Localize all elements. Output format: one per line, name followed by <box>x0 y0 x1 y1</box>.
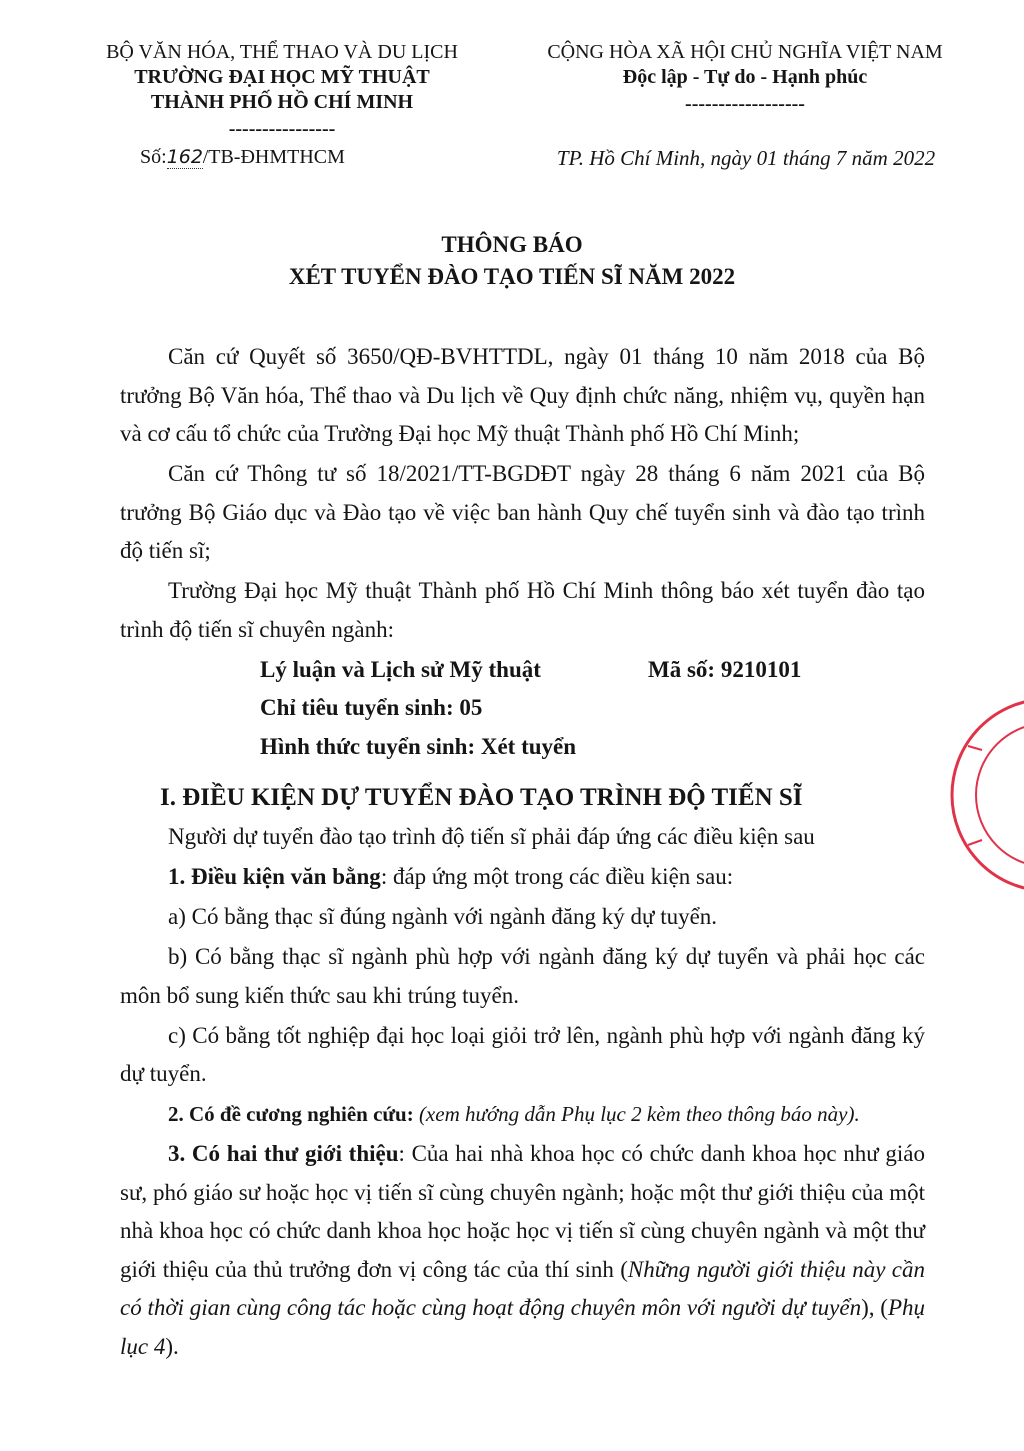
ministry-name: BỘ VĂN HÓA, THỂ THAO VÀ DU LỊCH <box>106 41 458 63</box>
school-name-line2: THÀNH PHỐ HỒ CHÍ MINH <box>150 91 414 113</box>
condition-3-italic: Những người giới thiệu này cần có thời gian cùng công tác hoặc cùng hoạt động chuyên môn với người dự tuyển <box>120 1256 925 1320</box>
admission-quota: Chỉ tiêu tuyển sinh: 05 <box>260 695 483 720</box>
condition-1a: a) Có bằng thạc sĩ đúng ngành với ngành đăng ký dự tuyển. <box>168 904 718 929</box>
header-right <box>520 40 970 114</box>
condition-1-text: : đáp ứng một trong các điều kiện sau: <box>380 864 734 889</box>
condition-1 <box>120 858 925 897</box>
document-number-prefix: Số: <box>140 146 167 168</box>
official-seal-icon <box>948 690 1024 900</box>
condition-3 <box>120 1135 925 1366</box>
major-code: Mã số: 9210101 <box>648 656 802 682</box>
header-right-divider: ------------------ <box>685 93 805 115</box>
document-number <box>140 146 345 169</box>
condition-2-label: 2. Có đề cương nghiên cứu: <box>168 1102 414 1126</box>
condition-3-end: ), ( <box>861 1295 888 1320</box>
section-1-heading: I. ĐIỀU KIỆN DỰ TUYỂN ĐÀO TẠO TRÌNH ĐỘ TIẾN SĨ <box>160 784 803 811</box>
country-name: CỘNG HÒA XÃ HỘI CHỦ NGHĨA VIỆT NAM <box>547 41 943 63</box>
major-line <box>120 651 925 690</box>
condition-3-text: : Của hai nhà khoa học có chức danh khoa học như giáo sư, phó giáo sư hoặc học vị tiến sĩ cùng chuyên ngành; hoặc một thư giới thiệu của một nhà khoa học có chức danh khoa học hoặc học vị tiến sĩ cùng chuyên ngành và một thư giới thiệu của thủ trưởng đơn vị công tác của thí sinh ( <box>120 1141 926 1282</box>
major-name: Lý luận và Lịch sử Mỹ thuật <box>260 656 541 682</box>
header-left-divider: ---------------- <box>228 118 336 140</box>
condition-2 <box>120 1095 925 1134</box>
section-1-intro: Người dự tuyển đào tạo trình độ tiến sĩ phải đáp ứng các điều kiện sau <box>168 824 815 849</box>
issue-date: TP. Hồ Chí Minh, ngày 01 tháng 7 năm 2022 <box>556 146 936 170</box>
national-motto: Độc lập - Tự do - Hạnh phúc <box>622 66 868 88</box>
condition-1b: b) Có bằng thạc sĩ ngành phù hợp với ngành đăng ký dự tuyển và phải học các môn bổ sung kiến thức sau khi trúng tuyển. <box>120 944 925 1008</box>
document-subtitle: XÉT TUYỂN ĐÀO TẠO TIẾN SĨ NĂM 2022 <box>288 264 736 289</box>
condition-3-label: 3. Có hai thư giới thiệu <box>168 1141 399 1166</box>
header-left <box>62 40 502 139</box>
document-number-handwritten: 162 <box>166 146 203 168</box>
document-body <box>120 338 925 1368</box>
condition-3-appendix: Phụ lục 4 <box>120 1295 925 1359</box>
document-title: THÔNG BÁO <box>441 232 583 257</box>
legal-basis-2: Căn cứ Thông tư số 18/2021/TT-BGDĐT ngày 28 tháng 6 năm 2021 của Bộ trưởng Bộ Giáo dục và Đào tạo về việc ban hành Quy chế tuyển sinh và đào tạo trình độ tiến sĩ; <box>120 461 925 563</box>
legal-basis-1: Căn cứ Quyết số 3650/QĐ-BVHTTDL, ngày 01 tháng 10 năm 2018 của Bộ trưởng Bộ Văn hóa, Thể thao và Du lịch về Quy định chức năng, nhiệm vụ, quyền hạn và cơ cấu tổ chức của Trường Đại học Mỹ thuật Thành phố Hồ Chí Minh; <box>120 344 925 446</box>
condition-3-close: ). <box>165 1333 179 1359</box>
condition-1-label: 1. Điều kiện văn bằng <box>168 864 381 889</box>
admission-method: Hình thức tuyển sinh: Xét tuyển <box>260 733 577 759</box>
announcement-intro: Trường Đại học Mỹ thuật Thành phố Hồ Chí Minh thông báo xét tuyển đào tạo trình độ tiến sĩ chuyên ngành: <box>120 578 925 642</box>
condition-2-text: (xem hướng dẫn Phụ lục 2 kèm theo thông báo này). <box>413 1102 860 1126</box>
document-number-suffix: /TB-ĐHMTHCM <box>202 146 345 168</box>
school-name-line1: TRƯỜNG ĐẠI HỌC MỸ THUẬT <box>134 66 430 88</box>
condition-1c: c) Có bằng tốt nghiệp đại học loại giỏi trở lên, ngành phù hợp với ngành đăng ký dự tuyển. <box>120 1022 925 1086</box>
